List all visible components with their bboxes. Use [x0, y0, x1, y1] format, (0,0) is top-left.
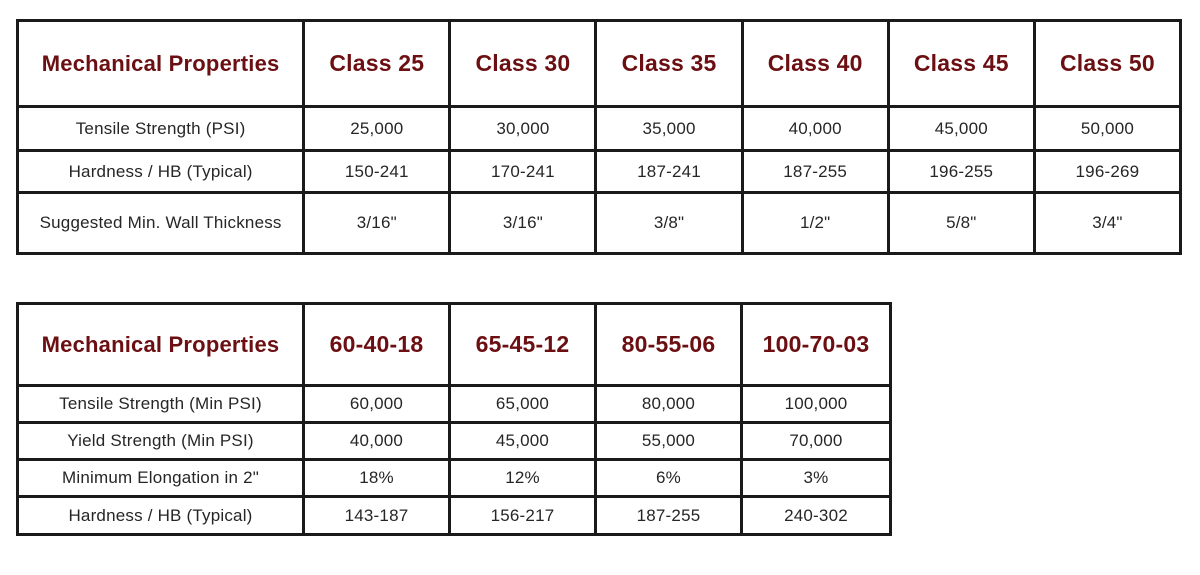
- row-label: Minimum Elongation in 2": [18, 460, 304, 497]
- column-header: Class 25: [304, 21, 450, 107]
- table-cell: 240-302: [742, 497, 891, 535]
- column-header: 80-55-06: [596, 304, 742, 386]
- table-cell: 3/16": [450, 193, 596, 254]
- table-cell: 1/2": [742, 193, 888, 254]
- column-header: Class 30: [450, 21, 596, 107]
- table-cell: 45,000: [450, 423, 596, 460]
- row-label: Tensile Strength (Min PSI): [18, 386, 304, 423]
- column-header: 65-45-12: [450, 304, 596, 386]
- table-cell: 3%: [742, 460, 891, 497]
- table-cell: 100,000: [742, 386, 891, 423]
- table-cell: 143-187: [304, 497, 450, 535]
- table-row: [18, 497, 891, 535]
- table-cell: 40,000: [742, 107, 888, 151]
- table-cell: 65,000: [450, 386, 596, 423]
- table-cell: 18%: [304, 460, 450, 497]
- table-cell: 3/8": [596, 193, 742, 254]
- row-label: Tensile Strength (PSI): [18, 107, 304, 151]
- table-row: [18, 107, 1181, 151]
- table-cell: 45,000: [888, 107, 1034, 151]
- table-cell: 80,000: [596, 386, 742, 423]
- column-header: Class 50: [1034, 21, 1180, 107]
- row-label: Yield Strength (Min PSI): [18, 423, 304, 460]
- table-cell: 196-255: [888, 151, 1034, 193]
- table-cell: 187-255: [742, 151, 888, 193]
- table-cell: 35,000: [596, 107, 742, 151]
- row-label: Suggested Min. Wall Thickness: [18, 193, 304, 254]
- row-label: Hardness / HB (Typical): [18, 151, 304, 193]
- table-cell: 187-241: [596, 151, 742, 193]
- table-row: [18, 460, 891, 497]
- table-cell: 60,000: [304, 386, 450, 423]
- table-cell: 187-255: [596, 497, 742, 535]
- table-cell: 3/4": [1034, 193, 1180, 254]
- table-cell: 50,000: [1034, 107, 1180, 151]
- column-header: Class 45: [888, 21, 1034, 107]
- table-row: [18, 423, 891, 460]
- table-cell: 196-269: [1034, 151, 1180, 193]
- table-row: [18, 386, 891, 423]
- column-header: 100-70-03: [742, 304, 891, 386]
- table-header-row: [18, 304, 891, 386]
- table-row: [18, 193, 1181, 254]
- row-label: Hardness / HB (Typical): [18, 497, 304, 535]
- table-cell: 6%: [596, 460, 742, 497]
- table-row: [18, 151, 1181, 193]
- table-cell: 30,000: [450, 107, 596, 151]
- table-cell: 150-241: [304, 151, 450, 193]
- column-header: 60-40-18: [304, 304, 450, 386]
- corner-header: Mechanical Properties: [18, 21, 304, 107]
- gray-iron-class-table: [16, 19, 1182, 255]
- column-header: Class 35: [596, 21, 742, 107]
- table-cell: 55,000: [596, 423, 742, 460]
- table-cell: 5/8": [888, 193, 1034, 254]
- table-header-row: [18, 21, 1181, 107]
- table-cell: 170-241: [450, 151, 596, 193]
- column-header: Class 40: [742, 21, 888, 107]
- table-cell: 25,000: [304, 107, 450, 151]
- ductile-iron-grade-table: [16, 302, 892, 536]
- table-cell: 40,000: [304, 423, 450, 460]
- table-cell: 12%: [450, 460, 596, 497]
- table-cell: 3/16": [304, 193, 450, 254]
- table-cell: 70,000: [742, 423, 891, 460]
- corner-header: Mechanical Properties: [18, 304, 304, 386]
- table-cell: 156-217: [450, 497, 596, 535]
